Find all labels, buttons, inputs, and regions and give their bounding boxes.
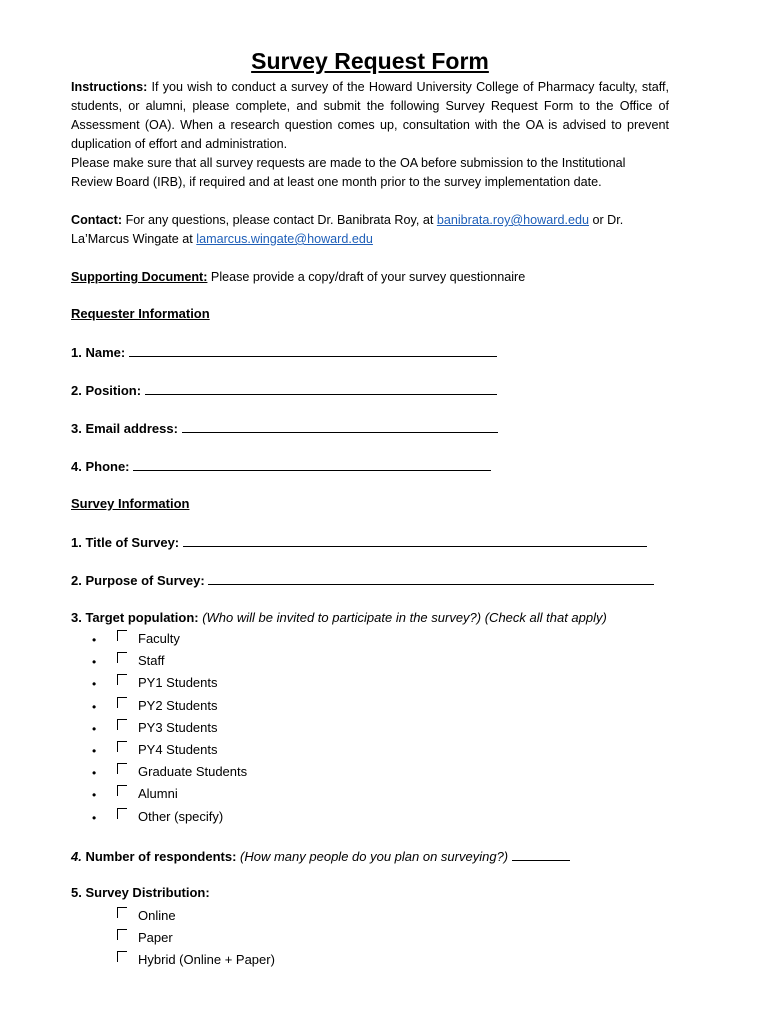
supporting-label: Supporting Document: <box>71 270 208 284</box>
survey-purpose-blank[interactable] <box>208 572 654 585</box>
survey-heading: Survey Information <box>71 496 190 511</box>
email-label: 3. Email address: <box>71 421 178 436</box>
phone-field[interactable] <box>71 458 491 474</box>
target-checkbox[interactable] <box>117 674 127 685</box>
target-hint: (Who will be invited to participate in the survey?) (Check all that apply) <box>198 610 607 625</box>
survey-title-label: 1. Title of Survey: <box>71 535 180 550</box>
bullet-glyph: • <box>92 722 97 736</box>
bullet-glyph: • <box>92 633 97 647</box>
email-field[interactable] <box>71 420 498 436</box>
target-option-label: Faculty <box>138 631 180 646</box>
target-checkbox[interactable] <box>117 697 127 708</box>
name-field[interactable] <box>71 344 497 360</box>
bullet-glyph: • <box>92 744 97 758</box>
distribution-option-label: Online <box>138 908 176 923</box>
target-checkbox[interactable] <box>117 741 127 752</box>
name-label: 1. Name: <box>71 345 126 360</box>
target-checkbox[interactable] <box>117 808 127 819</box>
target-option-label: Alumni <box>138 786 178 801</box>
bullet-glyph: • <box>92 700 97 714</box>
bullet-glyph: • <box>92 655 97 669</box>
target-label: 3. Target population: <box>71 610 199 625</box>
email-blank[interactable] <box>182 420 498 433</box>
instructions-paragraph <box>71 78 669 154</box>
name-blank[interactable] <box>129 344 497 357</box>
distribution-option-label: Hybrid (Online + Paper) <box>138 952 275 967</box>
bullet-glyph: • <box>92 677 97 691</box>
bullet-glyph: • <box>92 788 97 802</box>
contact-paragraph <box>71 211 669 249</box>
distribution-checkbox[interactable] <box>117 907 127 918</box>
supporting-text: Please provide a copy/draft of your survey questionnaire <box>207 270 526 284</box>
position-blank[interactable] <box>145 382 497 395</box>
contact-label: Contact: <box>71 213 123 227</box>
target-option-label: PY3 Students <box>138 720 218 735</box>
respondents-blank[interactable] <box>512 848 570 861</box>
target-checkbox[interactable] <box>117 652 127 663</box>
target-checkbox[interactable] <box>117 763 127 774</box>
survey-purpose-label: 2. Purpose of Survey: <box>71 573 205 588</box>
email-link-roy[interactable]: banibrata.roy@howard.edu <box>436 213 589 227</box>
target-population-question <box>71 610 607 625</box>
target-option-label: PY2 Students <box>138 698 218 713</box>
target-option-label: Staff <box>138 653 165 668</box>
bullet-glyph: • <box>92 766 97 780</box>
bullet-glyph: • <box>92 811 97 825</box>
distribution-checkbox[interactable] <box>117 929 127 940</box>
target-option-label: Other (specify) <box>138 809 224 824</box>
target-checkbox[interactable] <box>117 630 127 641</box>
respondents-label: Number of respondents: <box>81 849 237 864</box>
distribution-checkbox[interactable] <box>117 951 127 962</box>
target-option-label: Graduate Students <box>138 764 248 779</box>
respondents-number: 4. <box>71 849 82 864</box>
target-option-label: PY4 Students <box>138 742 218 757</box>
survey-title-field[interactable] <box>71 534 647 550</box>
target-checkbox[interactable] <box>117 719 127 730</box>
target-checkbox[interactable] <box>117 785 127 796</box>
position-field[interactable] <box>71 382 497 398</box>
instructions-text: If you wish to conduct a survey of the Howard University College of Pharmacy faculty, staff, students, or alumni, please complete, and submit the following Survey Request Form to the Office of Assessment (OA). When a research question comes up, consultation with the OA is advised to prevent duplication of effort and administration. <box>71 80 669 151</box>
requester-heading: Requester Information <box>71 306 210 321</box>
respondents-hint: (How many people do you plan on surveying?) <box>236 849 512 864</box>
distribution-label: 5. Survey Distribution: <box>71 885 210 900</box>
distribution-option-label: Paper <box>138 930 173 945</box>
survey-purpose-field[interactable] <box>71 572 654 588</box>
phone-label: 4. Phone: <box>71 459 130 474</box>
survey-title-blank[interactable] <box>183 534 647 547</box>
phone-blank[interactable] <box>133 458 491 471</box>
instructions-paragraph-2: Please make sure that all survey requests are made to the OA before submission to the Institutional Review Board (IRB), if required and at least one month prior to the survey implementation date. <box>71 156 626 189</box>
position-label: 2. Position: <box>71 383 142 398</box>
contact-text-1: For any questions, please contact Dr. Banibrata Roy, at <box>122 213 437 227</box>
email-link-wingate[interactable]: lamarcus.wingate@howard.edu <box>196 232 373 246</box>
instructions-label: Instructions: <box>71 80 148 94</box>
page-title: Survey Request Form <box>251 48 489 74</box>
respondents-field[interactable] <box>71 848 570 864</box>
contact-text-2: or Dr. La’Marcus Wingate at <box>71 213 624 246</box>
supporting-document <box>71 268 669 287</box>
target-option-label: PY1 Students <box>138 675 218 690</box>
